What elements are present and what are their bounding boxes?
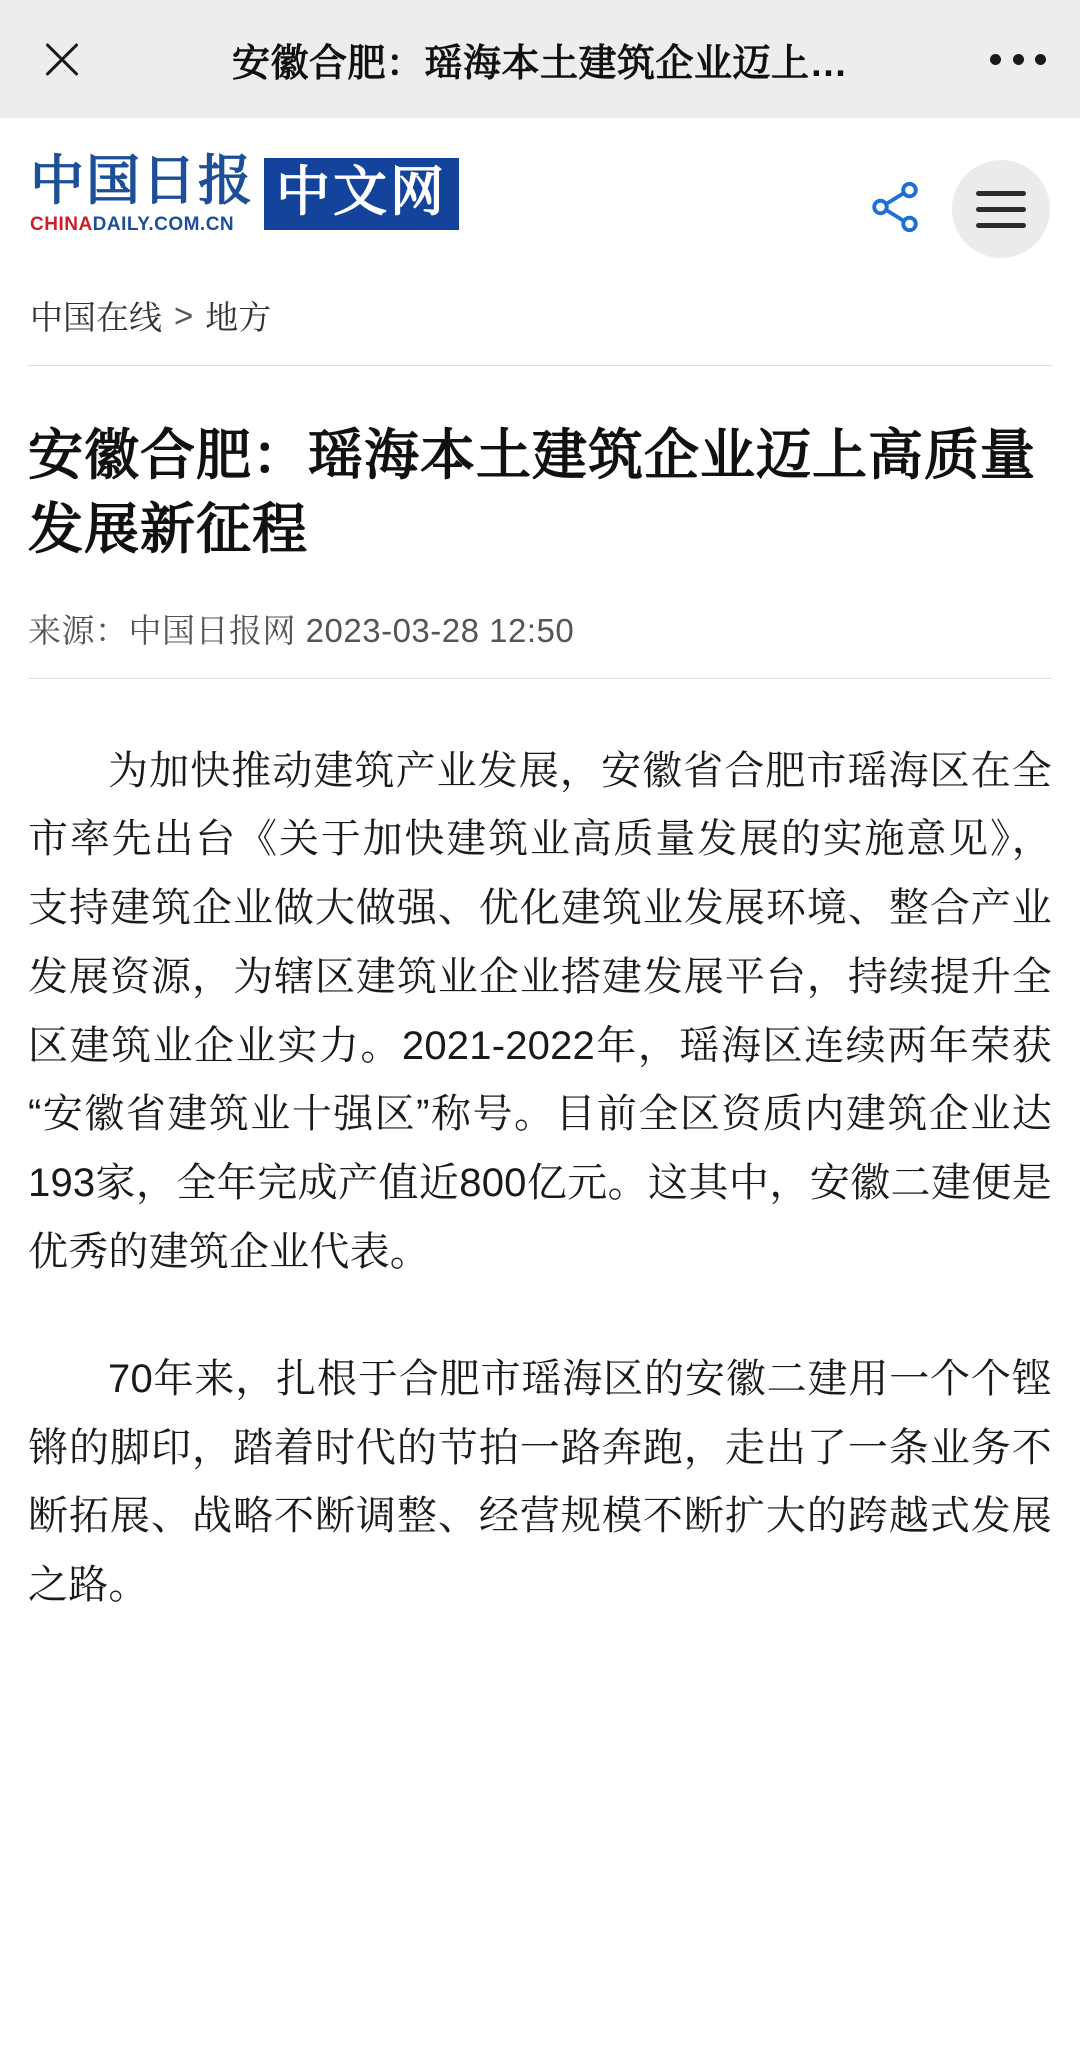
browser-top-bar bbox=[0, 0, 1080, 118]
header-divider bbox=[28, 365, 1052, 366]
breadcrumb-separator: > bbox=[174, 296, 194, 334]
site-logo[interactable] bbox=[30, 149, 459, 235]
dot bbox=[1013, 54, 1024, 65]
source-name[interactable]: 中国日报网 bbox=[128, 611, 296, 649]
page-title: 安徽合肥：瑶海本土建筑企业迈上… bbox=[231, 42, 848, 85]
site-header bbox=[0, 118, 1080, 258]
dot bbox=[990, 54, 1001, 65]
breadcrumb bbox=[0, 258, 1080, 365]
close-icon[interactable] bbox=[34, 31, 90, 87]
logo-chinadaily bbox=[30, 149, 254, 235]
meta-divider bbox=[28, 678, 1052, 679]
share-icon[interactable] bbox=[866, 178, 924, 241]
dot bbox=[1035, 54, 1046, 65]
publish-datetime: 2023-03-28 12:50 bbox=[305, 611, 575, 649]
logo-domain-text bbox=[30, 215, 234, 234]
breadcrumb-item-local[interactable]: 地方 bbox=[205, 299, 272, 336]
menu-line bbox=[976, 223, 1026, 228]
source-label: 来源： bbox=[28, 611, 129, 649]
more-options-icon[interactable] bbox=[990, 54, 1046, 65]
logo-domain-rest: DAILY.COM.CN bbox=[92, 214, 235, 235]
article-body bbox=[28, 737, 1052, 1621]
menu-line bbox=[976, 191, 1026, 196]
hamburger-menu-icon[interactable] bbox=[952, 160, 1050, 258]
logo-chinese-edition-badge: 中文网 bbox=[264, 158, 459, 231]
article-paragraph: 70年来，扎根于合肥市瑶海区的安徽二建用一个个铿锵的脚印，踏着时代的节拍一路奔跑，走出了一条业务不断拓展、战略不断调整、经营规模不断扩大的跨越式发展之路。 bbox=[28, 1356, 1052, 1608]
article-title: 安徽合肥：瑶海本土建筑企业迈上高质量发展新征程 bbox=[28, 424, 1037, 561]
article bbox=[0, 418, 1080, 1620]
logo-main-text: 中国日报 bbox=[30, 149, 254, 212]
logo-domain-prefix: CHINA bbox=[30, 214, 93, 235]
article-paragraph: 为加快推动建筑产业发展，安徽省合肥市瑶海区在全市率先出台《关于加快建筑业高质量发展的实施意见》，支持建筑企业做大做强、优化建筑业发展环境、整合产业发展资源，为辖区建筑业企业搭建发展平台，持续提升全区建筑业企业实力。2021-2022年，瑶海区连续两年荣获“安徽省建筑业十强区”称号。目前全区资质内建筑企业达193家，全年完成产值近800亿元。这其中，安徽二建便是优秀的建筑企业代表。 bbox=[28, 748, 1052, 1275]
breadcrumb-item-china-online[interactable]: 中国在线 bbox=[30, 299, 162, 336]
article-meta bbox=[28, 567, 1052, 678]
header-actions bbox=[866, 154, 1050, 258]
menu-line bbox=[976, 207, 1026, 212]
